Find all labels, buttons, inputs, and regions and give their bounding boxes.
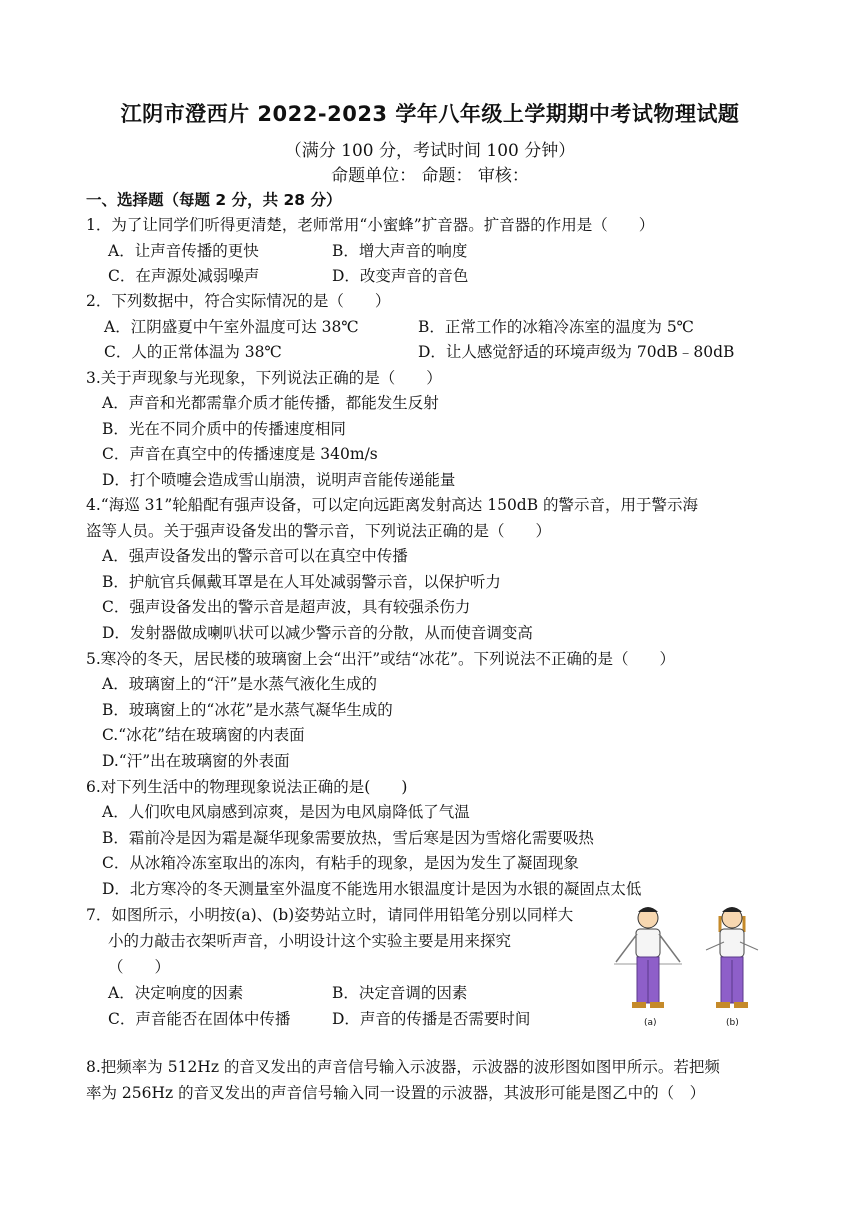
q7-option-a: A．决定响度的因素: [108, 984, 244, 1002]
q6-option-c: C．从冰箱冷冻室取出的冻肉，有粘手的现象，是因为发生了凝固现象: [102, 854, 579, 872]
q1-option-d: D．改变声音的音色: [332, 267, 469, 285]
q4-option-b: B．护航官兵佩戴耳罩是在人耳处减弱警示音，以保护听力: [102, 573, 501, 591]
q1-option-a: A．让声音传播的更快: [108, 242, 259, 260]
section-heading: 一、选择题（每题 2 分，共 28 分）: [86, 191, 342, 209]
exam-meta: 命题单位： 命题： 审核：: [331, 166, 529, 186]
q3-option-b: B．光在不同介质中的传播速度相同: [102, 420, 346, 438]
q3-option-c: C．声音在真空中的传播速度是 340m/s: [102, 445, 378, 463]
figure-a-caption: (a): [644, 1018, 657, 1028]
question-7-stem-line3: （ ）: [108, 958, 171, 976]
q3-option-a: A．声音和光都需靠介质才能传播，都能发生反射: [102, 394, 439, 412]
q3-option-d: D．打个喷嚏会造成雪山崩溃，说明声音能传递能量: [102, 471, 456, 489]
q7-figure: [606, 902, 774, 1034]
question-7-stem-line1: 7．如图所示，小明按(a)、(b)姿势站立时，请同伴用铅笔分别以同样大: [86, 906, 574, 924]
question-3-stem: 3.关于声现象与光现象，下列说法正确的是（ ）: [86, 369, 442, 387]
q2-option-a: A．江阴盛夏中午室外温度可达 38℃: [104, 318, 359, 336]
q1-option-c: C．在声源处减弱噪声: [108, 267, 260, 285]
q7-option-c: C．声音能否在固体中传播: [108, 1010, 291, 1028]
question-5-stem: 5.寒冷的冬天，居民楼的玻璃窗上会“出汗”或结“冰花”。下列说法不正确的是（ ）: [86, 650, 675, 668]
q6-option-a: A．人们吹电风扇感到凉爽，是因为电风扇降低了气温: [102, 803, 470, 821]
q4-option-a: A．强声设备发出的警示音可以在真空中传播: [102, 547, 408, 565]
exam-info: （满分 100 分，考试时间 100 分钟）: [284, 141, 576, 161]
page-title: 江阴市澄西片 2022-2023 学年八年级上学期期中考试物理试题: [120, 102, 740, 126]
question-2-stem: 2．下列数据中，符合实际情况的是（ ）: [86, 292, 391, 310]
q5-option-a: A．玻璃窗上的“汗”是水蒸气液化生成的: [102, 675, 378, 693]
q5-option-c: C.“冰花”结在玻璃窗的内表面: [102, 726, 305, 744]
q6-option-d: D．北方寒冷的冬天测量室外温度不能选用水银温度计是因为水银的凝固点太低: [102, 880, 642, 898]
question-1-stem: 1．为了让同学们听得更清楚，老师常用“小蜜蜂”扩音器。扩音器的作用是（ ）: [86, 216, 655, 234]
q7-option-d: D．声音的传播是否需要时间: [332, 1010, 531, 1028]
q7-figure-illustration: [606, 902, 774, 1018]
question-7-stem-line2: 小的力敲击衣架听声音，小明设计这个实验主要是用来探究: [108, 932, 512, 950]
question-8-stem-line1: 8.把频率为 512Hz 的音叉发出的声音信号输入示波器，示波器的波形图如图甲所示。若把频: [86, 1058, 720, 1076]
q4-option-c: C．强声设备发出的警示音是超声波，具有较强杀伤力: [102, 598, 471, 616]
figure-b-caption: (b): [726, 1018, 739, 1028]
q2-option-b: B．正常工作的冰箱冷冻室的温度为 5℃: [418, 318, 695, 336]
q6-option-b: B．霜前冷是因为霜是凝华现象需要放热，雪后寒是因为雪熔化需要吸热: [102, 829, 594, 847]
q2-option-c: C．人的正常体温为 38℃: [104, 343, 282, 361]
q4-option-d: D．发射器做成喇叭状可以减少警示音的分散，从而使音调变高: [102, 624, 533, 642]
question-8-stem-line2: 率为 256Hz 的音叉发出的声音信号输入同一设置的示波器，其波形可能是图乙中的（ ）: [86, 1084, 706, 1102]
q2-option-d: D．让人感觉舒适的环境声级为 70dB﹣80dB: [418, 343, 735, 361]
boy-figure-a: [614, 907, 682, 1008]
question-4-stem-line2: 盗等人员。关于强声设备发出的警示音，下列说法正确的是（ ）: [86, 522, 552, 540]
q5-option-d: D.“汗”出在玻璃窗的外表面: [102, 752, 290, 770]
boy-figure-b: [706, 907, 758, 1008]
q7-option-b: B．决定音调的因素: [332, 984, 468, 1002]
q1-option-b: B．增大声音的响度: [332, 242, 468, 260]
q5-option-b: B．玻璃窗上的“冰花”是水蒸气凝华生成的: [102, 701, 393, 719]
question-6-stem: 6.对下列生活中的物理现象说法正确的是( ): [86, 778, 408, 796]
question-4-stem-line1: 4.“海巡 31”轮船配有强声设备，可以定向远距离发射高达 150dB 的警示音，用于警示海: [86, 496, 699, 514]
